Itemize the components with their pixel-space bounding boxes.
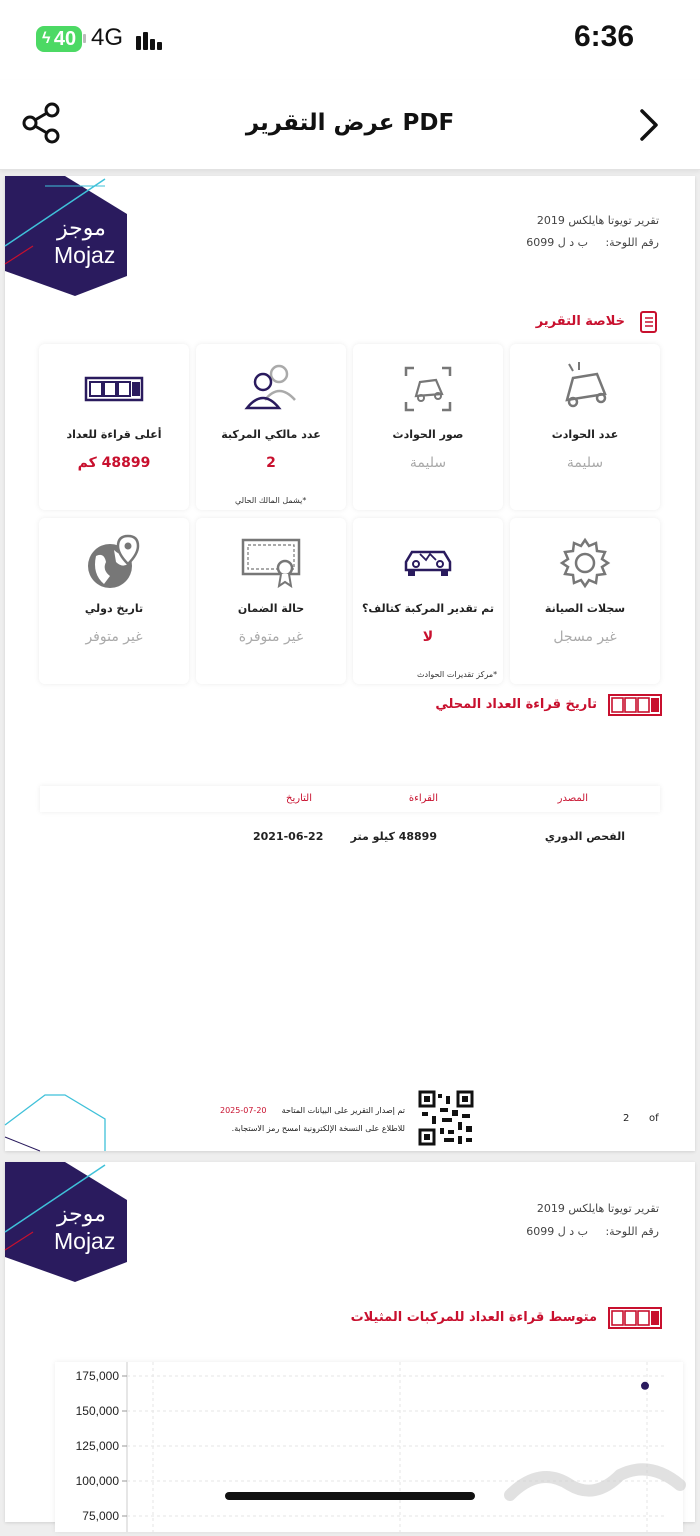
row-reading: 48899 كيلو متر — [350, 830, 437, 843]
logo-english-text: Mojaz — [54, 242, 116, 268]
y-tick-label: 75,000 — [82, 1509, 119, 1523]
card-value: لا — [422, 629, 434, 645]
footer-issue-text: تم إصدار التقرير على البيانات المتاحة — [281, 1106, 405, 1115]
data-point — [641, 1382, 649, 1390]
card-title: حالة الضمان — [237, 602, 305, 615]
mojaz-logo — [5, 176, 137, 306]
card-international-history — [39, 518, 189, 684]
card-title: تاريخ دولي — [84, 602, 144, 615]
card-title: صور الحوادث — [392, 428, 464, 441]
row-source: الفحص الدوري — [544, 830, 625, 843]
chevron-right-icon — [630, 102, 670, 148]
card-accident-photos — [353, 344, 503, 510]
odometer-table-header — [40, 786, 660, 812]
logo-english-text: Mojaz — [54, 1228, 116, 1254]
home-indicator[interactable] — [225, 1492, 475, 1500]
plate-value: ب د ل 6099 — [526, 236, 588, 249]
owners-note: *يشمل المالك الحالي — [235, 496, 307, 505]
footer-decoration — [5, 1095, 115, 1151]
odometer-history-heading: تاريخ قراءة العداد المحلي — [435, 697, 597, 712]
y-tick-label: 125,000 — [75, 1439, 119, 1453]
appraisal-note: *مركز تقديرات الحوادث — [417, 670, 498, 679]
status-bar — [0, 0, 700, 80]
document-icon — [639, 310, 659, 334]
card-title: عدد الحوادث — [551, 428, 619, 441]
card-title: أعلى قراءة للعداد — [66, 428, 162, 441]
plate-number — [526, 1225, 659, 1238]
page-title: عرض التقرير PDF — [245, 110, 455, 136]
card-highest-odometer — [39, 344, 189, 510]
card-value: غير متوفرة — [238, 629, 304, 645]
damaged-car-icon — [398, 534, 458, 592]
crashed-car-icon — [555, 360, 615, 418]
row-date: 2021-06-22 — [253, 830, 324, 843]
report-vehicle-title: تقرير تويوتا هايلكس 2019 — [536, 214, 659, 227]
odometer-counter-icon — [608, 1307, 662, 1329]
page-of-label: of — [649, 1113, 659, 1124]
card-value: غير مسجل — [553, 629, 617, 645]
qr-code[interactable] — [418, 1090, 474, 1146]
haraj-watermark — [500, 1455, 690, 1510]
y-tick-label: 150,000 — [75, 1404, 119, 1418]
column-date: التاريخ — [286, 793, 312, 804]
card-warranty-status — [196, 518, 346, 684]
odometer-icon — [84, 360, 144, 418]
back-button[interactable] — [630, 102, 670, 148]
battery-indicator — [36, 26, 82, 52]
pdf-page-1[interactable] — [5, 176, 695, 1151]
y-tick-label: 100,000 — [75, 1474, 119, 1488]
clock: 6:36 — [573, 20, 634, 53]
report-vehicle-title: تقرير تويوتا هايلكس 2019 — [536, 1202, 659, 1215]
summary-heading: خلاصة التقرير — [535, 314, 625, 329]
plate-value: ب د ل 6099 — [526, 1225, 588, 1238]
odometer-counter-icon — [608, 694, 662, 716]
network-type: 4G — [91, 24, 124, 51]
page-number: 2 — [623, 1113, 630, 1124]
battery-cap — [83, 34, 86, 43]
accident-photo-icon — [398, 360, 458, 418]
charging-bolt-icon: ϟ — [42, 30, 51, 47]
card-value: سليمة — [566, 455, 604, 471]
chart-heading: متوسط قراءة العداد للمركبات المثيلات — [350, 1310, 597, 1325]
card-value: 2 — [266, 455, 276, 471]
card-accident-count — [510, 344, 660, 510]
warranty-certificate-icon — [241, 534, 301, 592]
card-title: سجلات الصيانة — [544, 602, 626, 615]
card-maintenance-records — [510, 518, 660, 684]
owners-icon — [241, 360, 301, 418]
plate-label: رقم اللوحة: — [605, 236, 659, 249]
footer-issue-date: 2025-07-20 — [220, 1106, 267, 1115]
plate-number — [526, 236, 659, 249]
y-tick-label: 175,000 — [75, 1369, 119, 1383]
logo-arabic-text: موجز — [57, 1202, 106, 1227]
battery-level: 40 — [53, 28, 77, 50]
card-value: سليمة — [409, 455, 447, 471]
signal-strength-icon — [136, 28, 166, 50]
column-reading: القراءة — [408, 793, 438, 804]
plate-label: رقم اللوحة: — [605, 1225, 659, 1238]
card-owner-count — [196, 344, 346, 510]
card-value: 48899 كم — [77, 455, 151, 471]
footer-scan-text: للاطلاع على النسخة الإلكترونية امسح رمز الاستجابة. — [231, 1124, 405, 1133]
mojaz-logo — [5, 1162, 137, 1292]
gear-icon — [555, 534, 615, 592]
card-total-loss — [353, 518, 503, 684]
globe-location-icon — [84, 534, 144, 592]
column-source: المصدر — [557, 793, 588, 804]
card-title: عدد مالكي المركبة — [221, 428, 321, 441]
navigation-bar — [0, 80, 700, 170]
card-title: تم تقدير المركبة كتالف؟ — [362, 602, 494, 615]
card-value: غير متوفر — [85, 629, 143, 645]
logo-arabic-text: موجز — [57, 216, 106, 241]
